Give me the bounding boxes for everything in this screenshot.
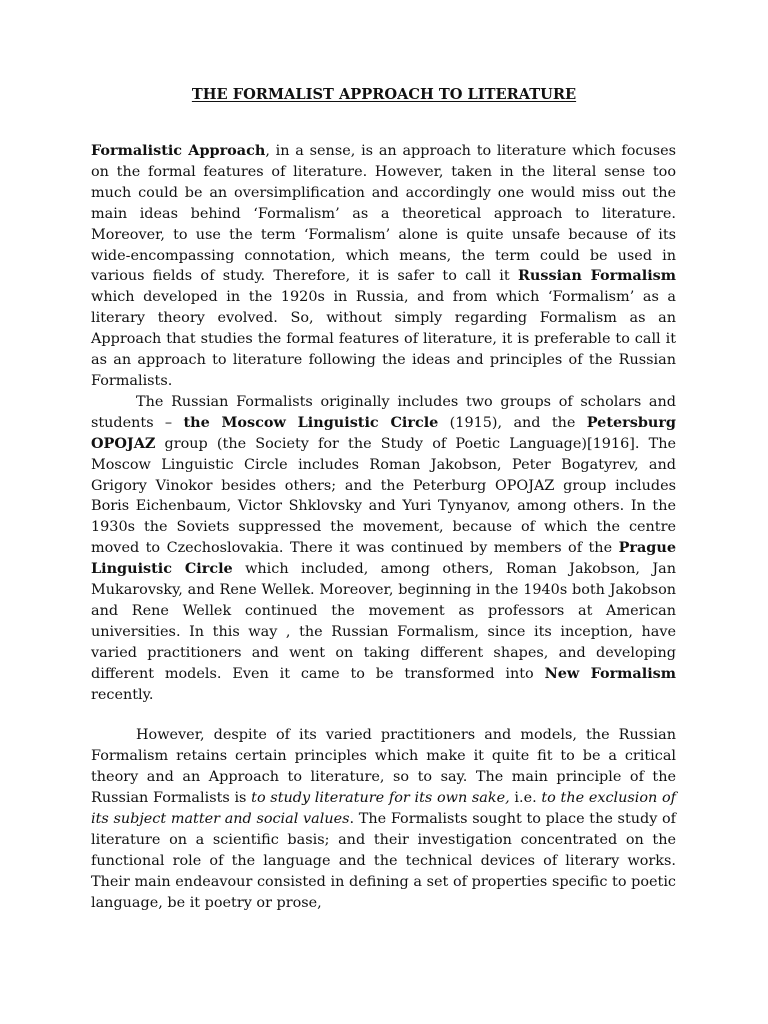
text-run: recently. [91,686,154,703]
text-run: i.e. [509,790,542,807]
italic-phrase: to study literature for its own sake, [251,790,510,807]
paragraph-1 [91,141,676,392]
text-run: which included, among others, Roman Jakobson, Jan Mukarovsky, and Rene Wellek. Moreover, beginning in the 1940s both Jakobson and Rene Wellek continued the movement as professors at American universities. In this way , the Russian Formalism, since its inception, have varied practitioners and went on taking different shapes, and developing different models. Even it came to be transformed into [91,561,676,682]
bold-term: the Moscow Linguistic Circle [183,413,439,431]
paragraph-3 [91,725,676,913]
bold-term: Petersburg OPOJAZ [91,413,676,452]
text-run: which developed in the 1920s in Russia, and from which ‘Formalism’ as a literary theory evolved. So, without simply regarding Formalism as an Approach that studies the formal features of literature, it is preferable to call it as an approach to literature following the ideas and principles of the Russian Formalists. [91,289,676,389]
text-run: (1915), and the [438,414,587,431]
text-run: group (the Society for the Study of Poetic Language)[1916]. The Moscow Linguistic Circle includes Roman Jakobson, Peter Bogatyrev, and Grigory Vinokor besides others; and the Peterburg OPOJAZ group includes Boris Eichenbaum, Victor Shklovsky and Yuri Tynyanov, among others. In the 1930s the Soviets suppressed the movement, because of which the centre moved to Czechoslovakia. There it was continued by members of the [91,435,676,557]
document-title: THE FORMALIST APPROACH TO LITERATURE [191,86,577,103]
text-run: , in a sense, is an approach to literature which focuses on the formal features of literature. However, taken in the literal sense too much could be an oversimplification and accordingly one would miss out the main ideas behind ‘Formalism’ as a theoretical approach to literature. Moreover, to use the term ‘Formalism’ alone is quite unsafe because of its wide-encompassing connotation, which means, the term could be used in various fields of study. Therefore, it is safer to call it [91,143,676,285]
bold-term: Formalistic Approach [91,142,266,159]
bold-term: Prague Linguistic Circle [91,539,676,578]
bold-term: Russian Formalism [517,267,677,285]
text-run: However, despite of its varied practitioners and models, the Russian Formalism retains certain principles which make it quite fit to be a critical theory and an Approach to literature, so to say. The main principle of the Russian Formalists is [91,727,676,807]
italic-phrase: to the exclusion of its subject matter and social values [91,790,676,828]
document-body [91,141,676,914]
bold-term: New Formalism [544,664,676,682]
text-run: . The Formalists sought to place the study of literature on a scientific basis; and their investigation concentrated on the functional role of the language and the technical devices of literary works. Their main endeavour consisted in defining a set of properties specific to poetic language, be it poetry or prose, [91,811,677,911]
text-run: The Russian Formalists originally includes two groups of scholars and students – [91,393,676,431]
paragraph-2 [91,392,676,706]
